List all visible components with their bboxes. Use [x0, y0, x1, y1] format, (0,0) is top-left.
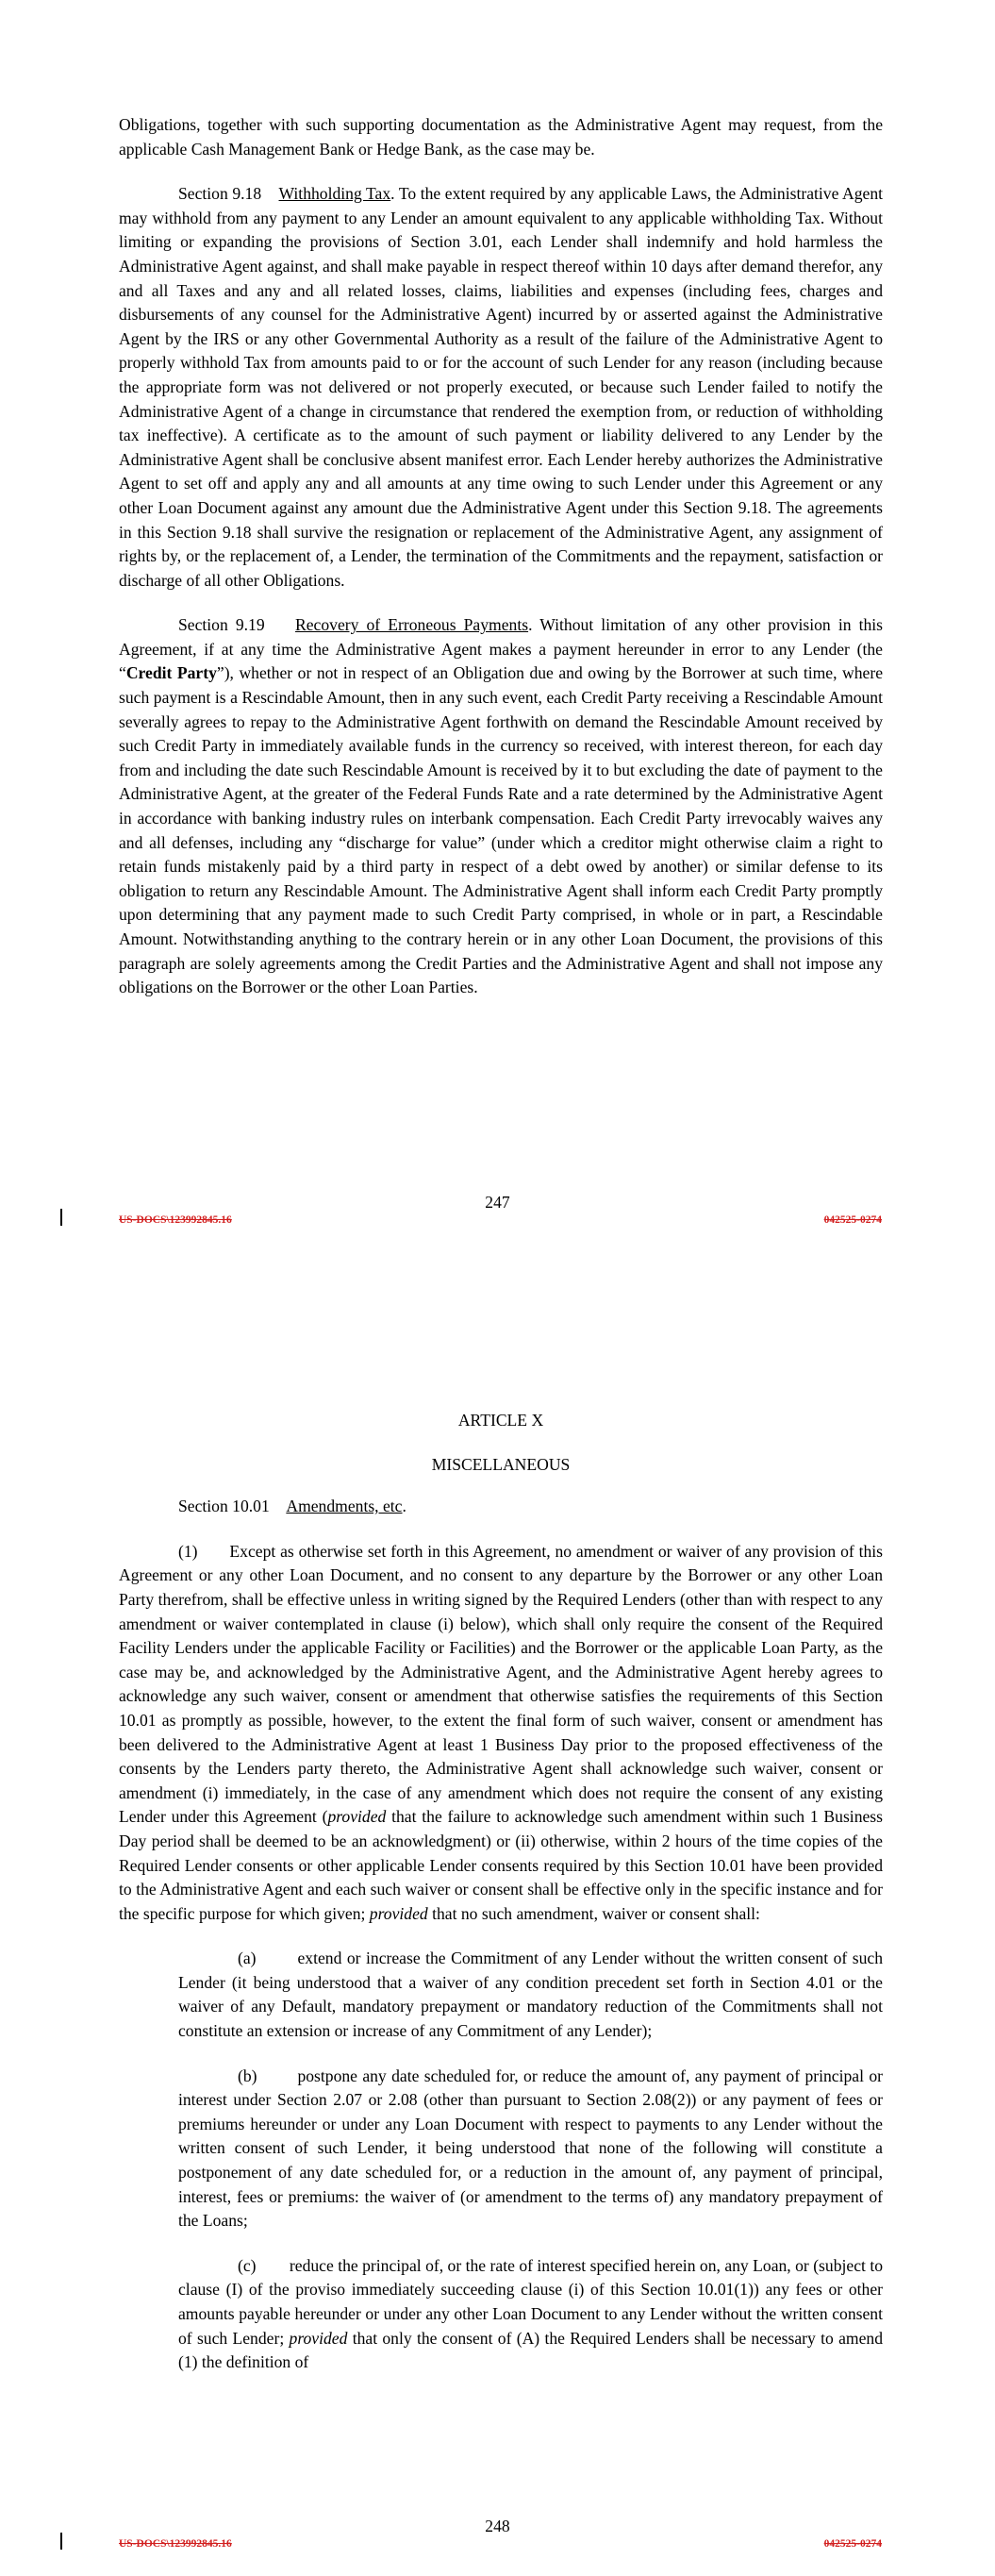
clause-text: reduce the principal of, or the rate of interest specified herein on, any Loan, or (subject to clause (I) of the proviso immediately succeeding clause (i) of this Section 10.01(1)) any fees or other amounts payable hereunder or under any other Loan Document to any Lender without the written consent of such Lender; [178, 2255, 883, 2348]
section-9-19 [119, 613, 883, 1000]
section-body: . To the extent required by any applicable Laws, the Administrative Agent may withhold from any payment to any Lender an amount equivalent to any applicable withholding Tax. Without limiting or expanding the provisions of Section 3.01, each Lender shall indemnify and hold harmless the Administrative Agent against, and shall make payable in respect thereof within 10 days after demand therefor, any and all Taxes and any and all related losses, claims, liabilities and expenses (including fees, charges and disbursements of any counsel for the Administrative Agent) incurred by or asserted against the Administrative Agent by the IRS or any other Governmental Authority as a result of the failure of the Administrative Agent to properly withhold Tax from amounts paid to or for the account of such Lender for any reason (including because the appropriate form was not delivered or not properly executed, or because such Lender failed to notify the Administrative Agent of a change in circumstance that rendered the exemption from, or reduction of withholding tax ineffective). A certificate as to the amount of such payment or liability delivered to any Lender by the Administrative Agent shall be conclusive absent manifest error. Each Lender hereby authorizes the Administrative Agent to set off and apply any and all amounts at any time owing to such Lender under this Agreement or any other Loan Document against any amount due the Administrative Agent under this Section 9.18. The agreements in this Section 9.18 shall survive the resignation or replacement of the Administrative Agent, any assignment of rights by, or the replacement of, a Lender, the termination of the Commitments and the repayment, satisfaction or discharge of all other Obligations. [119, 184, 884, 590]
section-body: ”), whether or not in respect of an Obligation due and owing by the Borrower at such time, where such payment is a Rescindable Amount, then in any such event, each Credit Party receiving a Rescindable Amount severally agrees to repay to the Administrative Agent forthwith on demand the Rescindable Amount received by such Credit Party in immediately available funds in the currency so received, with interest thereon, for each day from and including the date such Rescindable Amount is received by it to but excluding the date of payment to the Administrative Agent, at the greater of the Federal Funds Rate and a rate determined by the Administrative Agent in accordance with banking industry rules on interbank compensation. Each Credit Party irrevocably waives any and all defenses, including any “discharge for value” (under which a creditor might otherwise claim a right to retain funds mistakenly paid by a third party in respect of a debt owed by another) or similar defense to its obligation to return any Rescindable Amount. The Administrative Agent shall inform each Credit Party promptly upon determining that any payment made to such Credit Party comprised, in whole or in part, a Rescindable Amount. Notwithstanding anything to the contrary herein or in any other Loan Document, the provisions of this paragraph are solely agreements among the Credit Parties and the Administrative Agent and shall not impose any obligations on the Borrower or the other Loan Parties. [119, 663, 884, 997]
article-title: MISCELLANEOUS [431, 1454, 571, 1474]
article-heading: ARTICLE X [457, 1411, 544, 1430]
page-248 [0, 1288, 995, 2576]
clause-label: (c) [238, 2255, 257, 2275]
clause-text: that only the consent of (A) the Required Lenders shall be necessary to amend (1) the definition of [178, 2328, 883, 2372]
page-number: 247 [485, 1193, 510, 1212]
footer-matter-number: 042525-0274 [823, 1214, 882, 1226]
clause-label: (a) [238, 1949, 257, 1968]
proviso-term: provided [369, 1903, 428, 1923]
clause-label: (b) [238, 2066, 257, 2085]
clause-label: (1) [178, 1541, 198, 1561]
section-title: Amendments, etc [286, 1497, 403, 1516]
section-10-01-heading [119, 1495, 883, 1519]
clause-b [178, 2065, 883, 2233]
section-number: Section 10.01 [178, 1497, 270, 1516]
clause-text: Except as otherwise set forth in this Agreement, no amendment or waiver of any provision of this Agreement or any other Loan Document, and no consent to any departure by the Borrower or any other Loan Party therefrom, shall be effective unless in writing signed by the Required Lenders (other than with respect to any amendment or waiver contemplated in clause (i) below), which shall only require the consent of the Required Facility Lenders under the applicable Facility or Facilities) and the Borrower or the applicable Loan Party, as the case may be, and acknowledged by the Administrative Agent, and the Administrative Agent hereby agrees to acknowledge any such waiver, consent or amendment that otherwise satisfies the requirements of this Section 10.01 as promptly as possible, however, to the extent the final form of such waiver, consent or amendment has been delivered to the Administrative Agent at least 1 Business Day prior to the proposed effectiveness of the consents by the Lenders party thereto, the Administrative Agent shall acknowledge such waiver, consent or amendment (i) immediately, in the case of any amendment which does not require the consent of any existing Lender under this Agreement ( [119, 1541, 883, 1827]
section-number: Section 9.19 [178, 615, 265, 635]
defined-term: Credit Party [125, 663, 217, 683]
section-title-period: . [402, 1497, 406, 1516]
clause-a [178, 1947, 883, 2043]
page-number: 248 [485, 2517, 510, 2535]
section-title: Withholding Tax [278, 184, 391, 204]
footer-matter-number: 042525-0274 [823, 2538, 882, 2550]
clause-text: extend or increase the Commitment of any Lender without the written consent of such Lender (it being understood that a waiver of any condition precedent set forth in Section 4.01 or the waiver of any Default, mandatory prepayment or mandatory reduction of the Commitments shall not constitute an extension or increase of any Commitment of any Lender); [178, 1949, 884, 2041]
proviso-term: provided [289, 2328, 348, 2348]
clause-c [178, 2254, 883, 2375]
paragraph-continuation: Obligations, together with such supporting documentation as the Administrative Agent may request, from the applicable Cash Management Bank or Hedge Bank, as the case may be. [119, 115, 883, 159]
page-247-body [119, 113, 883, 1021]
clause-text: that the failure to acknowledge such amendment within such 1 Business Day period shall be deemed to be an acknowledgment) or (ii) otherwise, within 2 hours of the time copies of the Required Lender consents or other applicable Lender consents required by this Section 10.01 have been provided to the Administrative Agent and each such waiver or consent shall be effective only in the specific instance and for the specific purpose for which given; [119, 1807, 883, 1923]
change-bar [60, 1209, 62, 1226]
footer-doc-id: US-DOCS\123992845.16 [119, 2538, 232, 2550]
clause-text: postpone any date scheduled for, or reduce the amount of, any payment of principal or interest under Section 2.07 or 2.08 (other than pursuant to Section 2.08(2)) or any payment of fees or premiums hereunder or under any Loan Document with respect to payments to any Lender without the written consent of such Lender, it being understood that none of the following will constitute a postponement of any date scheduled for, or a reduction in the amount of, any payment of principal, interest, fees or premiums: the waiver of (or amendment to the terms of) any mandatory prepayment of the Loans; [178, 2066, 884, 2231]
clause-1 [119, 1540, 883, 1927]
section-body: . Without limitation of any other provision in this Agreement, if at any time the Administrative Agent makes a payment hereunder in error to any Lender (the “ [119, 615, 884, 683]
clause-text: that no such amendment, waiver or consent shall: [427, 1903, 760, 1923]
section-number: Section 9.18 [178, 184, 262, 204]
change-bar [60, 2533, 62, 2550]
section-title: Recovery of Erroneous Payments [295, 615, 529, 635]
footer-doc-id: US-DOCS\123992845.16 [119, 1214, 232, 1226]
section-9-18 [119, 182, 883, 593]
page-248-body [119, 1409, 883, 2396]
proviso-term: provided [327, 1807, 387, 1827]
